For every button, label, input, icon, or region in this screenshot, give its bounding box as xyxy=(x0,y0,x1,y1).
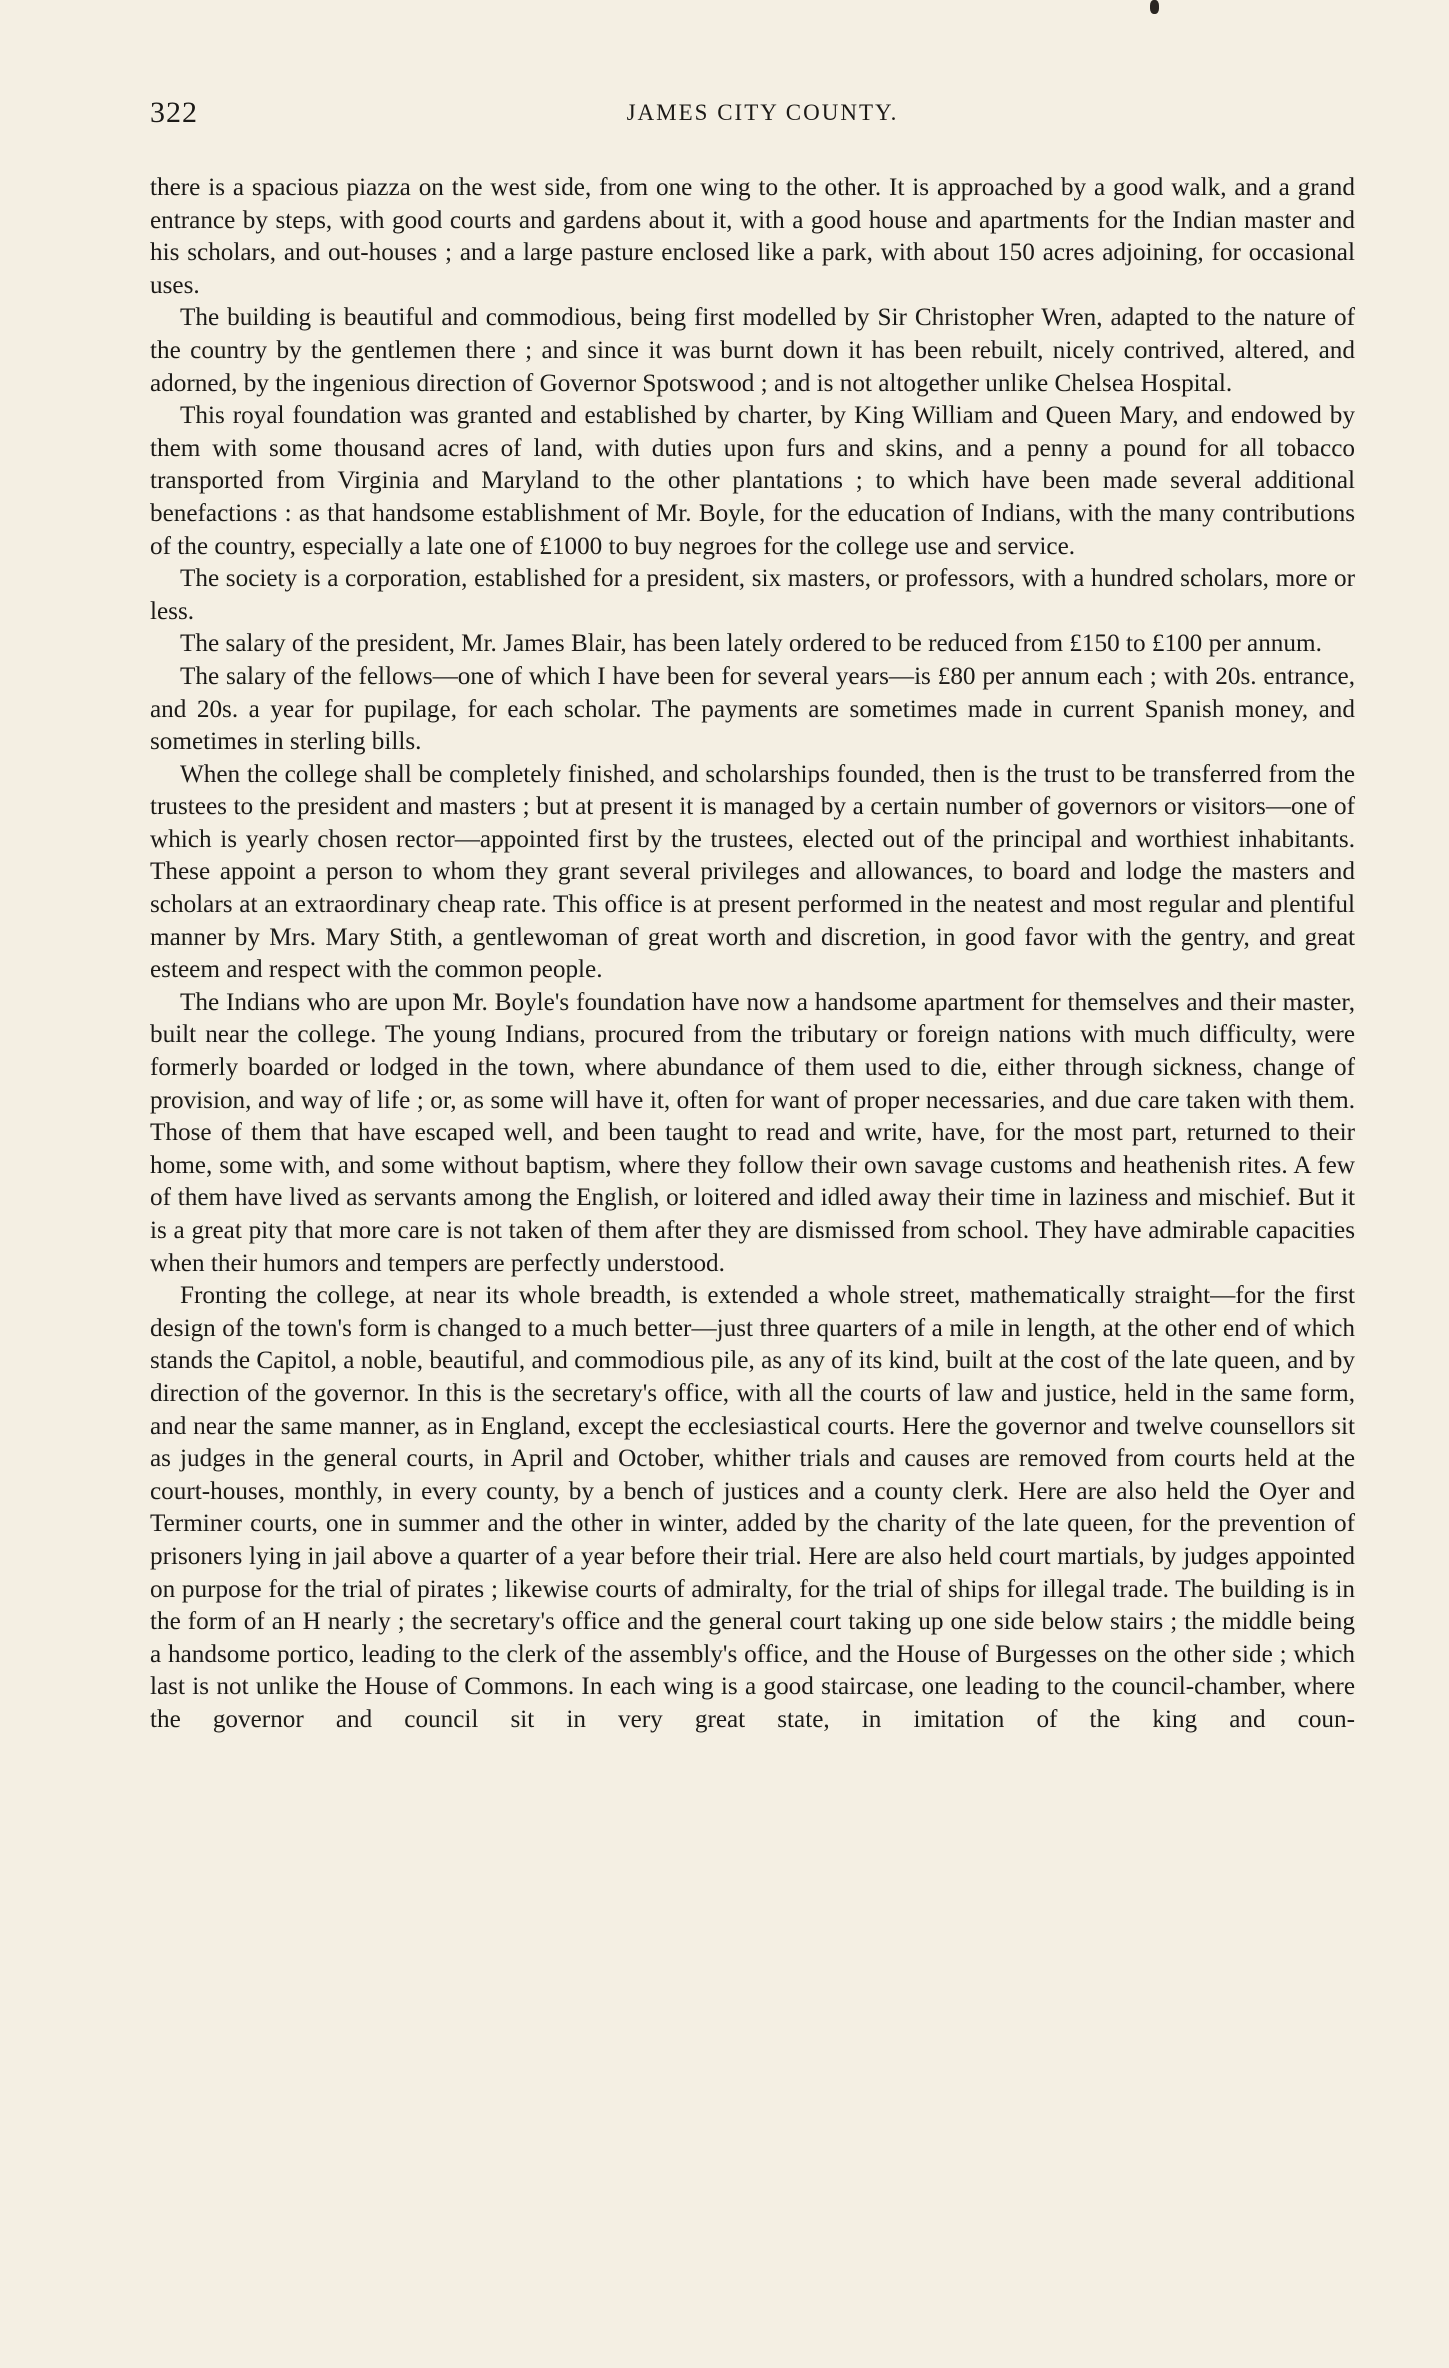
paragraph: The building is beautiful and commodious, being first modelled by Sir Christopher Wren, adapted to the nature of the country by the gentlemen there ; and since it was burnt down it has been rebuilt, nicely contrived, altered, and adorned, by the ingenious direction of Governor Spotswood ; and is not altogether unlike Chelsea Hospital. xyxy=(150,304,1355,397)
page-header xyxy=(150,96,1355,136)
ink-speck xyxy=(1150,0,1159,14)
paragraph: When the college shall be completely finished, and scholarships founded, then is the trust to be transferred from the trustees to the president and masters ; but at present it is managed by a certain number of governors or visitors—one of which is yearly chosen rector—appointed first by the trustees, elected out of the principal and worthiest inhabitants. These appoint a person to whom they grant several privileges and allowances, to board and lodge the masters and scholars at an extraordinary cheap rate. This office is at present performed in the neatest and most regular and plentiful manner by Mrs. Mary Stith, a gentlewoman of great worth and discretion, in good favor with the gentry, and great esteem and respect with the common people. xyxy=(150,760,1355,984)
paragraph: The Indians who are upon Mr. Boyle's foundation have now a handsome apartment for themselves and their master, built near the college. The young Indians, procured from the tributary or foreign nations with much difficulty, were formerly boarded or lodged in the town, where abundance of them used to die, either through sickness, change of provision, and way of life ; or, as some will have it, often for want of proper necessaries, and due care taken with them. Those of them that have escaped well, and been taught to read and write, have, for the most part, returned to their home, some with, and some without baptism, where they follow their own savage customs and heathenish rites. A few of them have lived as servants among the English, or loitered and idled away their time in laziness and mischief. But it is a great pity that more care is not taken of them after they are dismissed from school. They have admirable capacities when their humors and tempers are perfectly understood. xyxy=(150,988,1355,1277)
paragraph: Fronting the college, at near its whole breadth, is extended a whole street, mathematically straight—for the first design of the town's form is changed to a much better—just three quarters of a mile in length, at the other end of which stands the Capitol, a noble, beautiful, and commodious pile, as any of its kind, built at the cost of the late queen, and by direction of the governor. In this is the secretary's office, with all the courts of law and justice, held in the same form, and near the same manner, as in England, except the ecclesiastical courts. Here the governor and twelve counsellors sit as judges in the general courts, in April and October, whither trials and causes are removed from courts held at the court-houses, monthly, in every county, by a bench of justices and a county clerk. Here are also held the Oyer and Terminer courts, one in summer and the other in winter, added by the charity of the late queen, for the prevention of prisoners lying in jail above a quarter of a year before their trial. Here are also held court martials, by judges appointed on purpose for the trial of pirates ; likewise courts of admiralty, for the trial of ships for illegal trade. The building is in the form of an H nearly ; the secretary's office and the general court taking up one side below stairs ; the middle being a handsome portico, leading to the clerk of the assembly's office, and the House of Burgesses on the other side ; which last is not unlike the House of Commons. In each wing is a good staircase, one leading to the council-chamber, where the governor and council sit in very great state, in imitation of the king and coun- xyxy=(150,1282,1355,1733)
paragraph: The salary of the president, Mr. James Blair, has been lately ordered to be reduced from £150 to £100 per annum. xyxy=(180,630,1322,658)
running-title: JAMES CITY COUNTY. xyxy=(626,100,899,125)
paragraph: This royal foundation was granted and established by charter, by King William and Queen Mary, and endowed by them with some thousand acres of land, with duties upon furs and skins, and a penny a pound for all tobacco transported from Virginia and Maryland to the other plantations ; to which have been made several additional benefactions : as that handsome establishment of Mr. Boyle, for the education of Indians, with the many contributions of the country, especially a late one of £1000 to buy negroes for the college use and service. xyxy=(150,402,1355,560)
paragraph: The salary of the fellows—one of which I have been for several years—is £80 per annum each ; with 20s. entrance, and 20s. a year for pupilage, for each scholar. The payments are sometimes made in current Spanish money, and sometimes in sterling bills. xyxy=(150,662,1355,756)
paragraph: there is a spacious piazza on the west side, from one wing to the other. It is approached by a good walk, and a grand entrance by steps, with good courts and gardens about it, with a good house and apartments for the Indian master and his scholars, and out-houses ; and a large pasture enclosed like a park, with about 150 acres adjoining, for occasional uses. xyxy=(150,174,1355,299)
paragraph: The society is a corporation, established for a president, six masters, or professors, with a hundred scholars, more or less. xyxy=(150,565,1355,625)
page-number: 322 xyxy=(150,96,198,129)
body-text xyxy=(150,172,1355,1737)
